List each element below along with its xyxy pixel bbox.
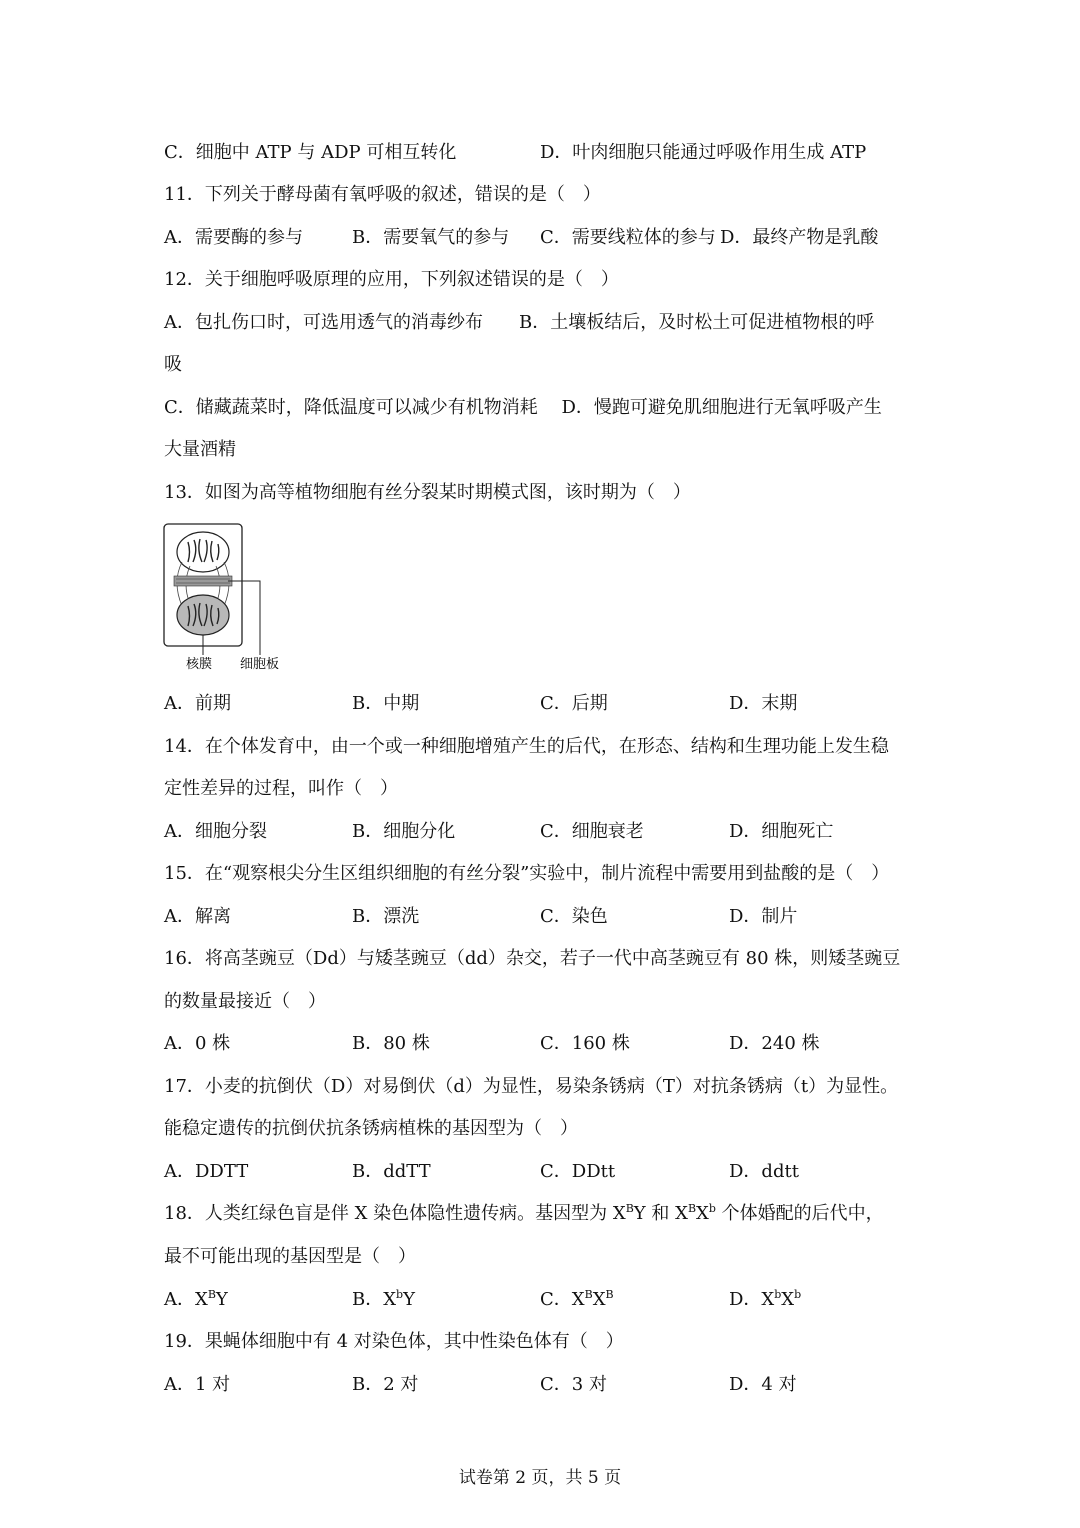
q17-stem-cont: 能稳定遗传的抗倒伏抗条锈病植株的基因型为（ ） [164, 1118, 578, 1139]
q13-option-d: D．末期 [729, 693, 798, 714]
q18-option-c: C．$X^BX^B$ [540, 1288, 614, 1310]
q19-option-d: D．4 对 [729, 1374, 797, 1395]
q18-option-a: A．$X^BY$ [164, 1288, 228, 1310]
q14-stem: 14．在个体发育中，由一个或一种细胞增殖产生的后代，在形态、结构和生理功能上发生稳 [164, 736, 889, 757]
q15-stem: 15．在“观察根尖分生区组织细胞的有丝分裂”实验中，制片流程中需要用到盐酸的是（ ） [164, 863, 890, 884]
q12-options-ab-cont: 吸 [164, 354, 182, 375]
q15-option-a: A．解离 [164, 906, 231, 927]
q19-stem: 19．果蝇体细胞中有 4 对染色体，其中性染色体有（ ） [164, 1331, 624, 1352]
q13-option-b: B．中期 [352, 693, 420, 714]
q10-option-d: D．叶肉细胞只能通过呼吸作用生成 ATP [540, 142, 867, 163]
q19-option-c: C．3 对 [540, 1374, 607, 1395]
page-footer: 试卷第 2 页，共 5 页 [458, 1468, 622, 1488]
q16-option-a: A．0 株 [164, 1033, 231, 1054]
q18-stem: 18．人类红绿色盲是伴 X 染色体隐性遗传病。基因型为 $X^BY$ 和 $X^BX^b$ 个体婚配的后代中， [164, 1202, 884, 1224]
q11-option-a: A．需要酶的参与 [164, 227, 303, 248]
q14-stem-cont: 定性差异的过程，叫作（ ） [164, 778, 398, 799]
q18-option-b: B．$X^bY$ [352, 1288, 415, 1310]
lower-nucleus [177, 595, 229, 635]
q11-option-c: C．需要线粒体的参与 [540, 227, 716, 248]
q13-stem: 13．如图为高等植物细胞有丝分裂某时期模式图，该时期为（ ） [164, 482, 691, 503]
label-cell-plate: 细胞板 [240, 657, 280, 672]
q12-options-cd: C．储藏蔬菜时，降低温度可以减少有机物消耗 D．慢跑可避免肌细胞进行无氧呼吸产生 [164, 397, 882, 418]
q15-option-b: B．漂洗 [352, 906, 420, 927]
q16-option-c: C．160 株 [540, 1033, 630, 1054]
q19-option-b: B．2 对 [352, 1374, 419, 1395]
q11-option-b: B．需要氧气的参与 [352, 227, 510, 248]
q13-option-a: A．前期 [164, 693, 231, 714]
q12-stem: 12．关于细胞呼吸原理的应用，下列叙述错误的是（ ） [164, 269, 619, 290]
q14-option-b: B．细胞分化 [352, 821, 456, 842]
q18-stem-cont: 最不可能出现的基因型是（ ） [164, 1246, 416, 1267]
q18-option-d: D．$X^bX^b$ [729, 1288, 802, 1310]
q10-option-c: C．细胞中 ATP 与 ADP 可相互转化 [164, 142, 457, 163]
q14-option-a: A．细胞分裂 [164, 821, 267, 842]
q19-option-a: A．1 对 [164, 1374, 231, 1395]
mitosis-figure [160, 522, 300, 682]
q17-option-b: B．ddTT [352, 1161, 431, 1182]
upper-nucleus [177, 532, 229, 572]
q15-option-c: C．染色 [540, 906, 608, 927]
q12-options-cd-cont: 大量酒精 [164, 439, 236, 460]
q17-option-d: D．ddtt [729, 1161, 799, 1182]
q17-option-a: A．DDTT [164, 1161, 249, 1182]
q17-stem: 17．小麦的抗倒伏（D）对易倒伏（d）为显性，易染条锈病（T）对抗条锈病（t）为显性。 [164, 1076, 899, 1097]
q14-option-d: D．细胞死亡 [729, 821, 834, 842]
q14-option-c: C．细胞衰老 [540, 821, 644, 842]
q16-option-b: B．80 株 [352, 1033, 430, 1054]
q12-options-ab: A．包扎伤口时，可选用透气的消毒纱布 B．土壤板结后，及时松土可促进植物根的呼 [164, 312, 875, 333]
q15-option-d: D．制片 [729, 906, 798, 927]
q16-option-d: D．240 株 [729, 1033, 820, 1054]
q16-stem-cont: 的数量最接近（ ） [164, 991, 326, 1012]
q11-option-d: D．最终产物是乳酸 [720, 227, 879, 248]
label-nucleus-membrane: 核膜 [186, 657, 213, 672]
q17-option-c: C．DDtt [540, 1161, 616, 1182]
q11-stem: 11．下列关于酵母菌有氧呼吸的叙述，错误的是（ ） [164, 184, 601, 205]
q13-option-c: C．后期 [540, 693, 608, 714]
q16-stem: 16．将高茎豌豆（Dd）与矮茎豌豆（dd）杂交，若子一代中高茎豌豆有 80 株，则矮茎豌豆 [164, 948, 901, 969]
cell-plate [174, 576, 232, 586]
